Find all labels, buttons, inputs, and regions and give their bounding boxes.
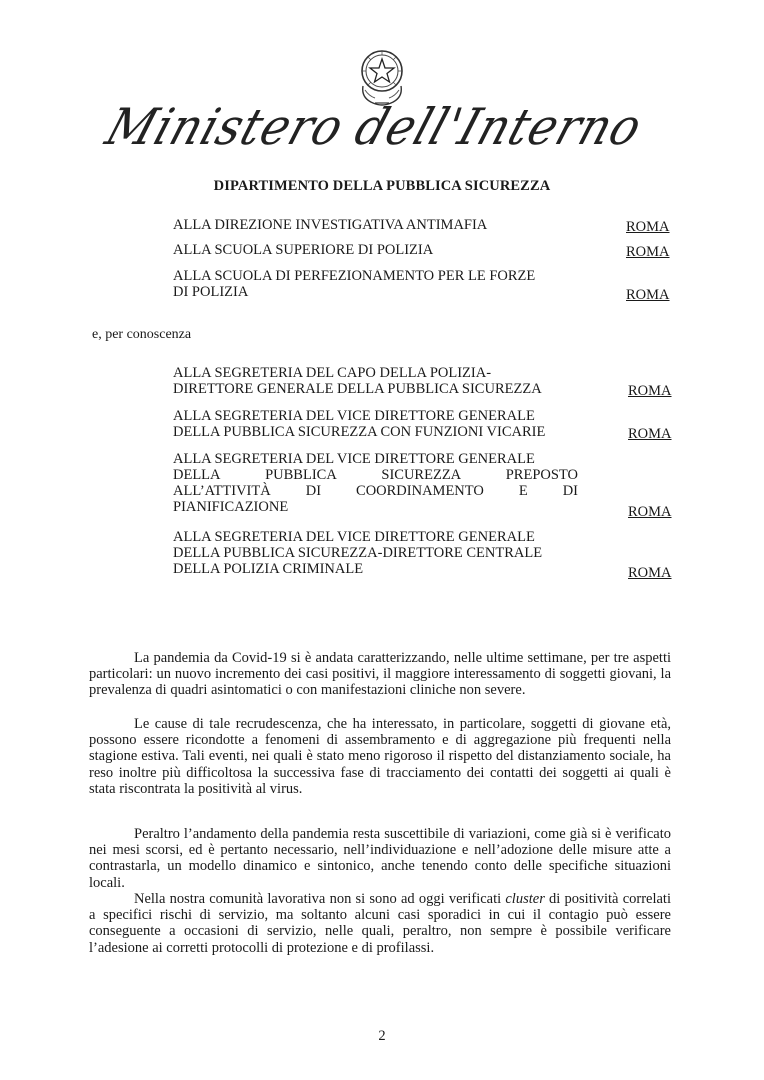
recipient-city: ROMA — [626, 219, 670, 235]
department-title: DIPARTIMENTO DELLA PUBBLICA SICUREZZA — [213, 178, 551, 194]
recipient-city: ROMA — [626, 244, 670, 260]
recipient-address: ALLA SCUOLA SUPERIORE DI POLIZIA — [173, 242, 434, 258]
recipient-address: ALLA DIREZIONE INVESTIGATIVA ANTIMAFIA — [173, 217, 488, 233]
body-paragraph: La pandemia da Covid-19 si è andata caratterizzando, nelle ultime settimane, per tre aspetti particolari: un nuovo incremento dei casi positivi, il maggiore interessamento di soggetti giovani, la prevalenza di quadri asintomatici o con manifestazioni cliniche non severe. — [89, 650, 671, 699]
page-number: 2 — [378, 1028, 386, 1044]
cc-recipient-city: ROMA — [628, 426, 672, 442]
cc-recipient-address: ALLA SEGRETERIA DEL CAPO DELLA POLIZIA- DIRETTORE GENERALE DELLA PUBBLICA SICUREZZA — [173, 365, 542, 397]
cc-recipient-address: ALLA SEGRETERIA DEL VICE DIRETTORE GENERALE DELLA PUBBLICA SICUREZZA-DIRETTORE CENTRALE DELLA POLIZIA CRIMINALE — [173, 529, 543, 577]
ministry-name: Ministero dell'Interno — [99, 98, 650, 156]
body-paragraph: Peraltro l’andamento della pandemia resta suscettibile di variazioni, come già si è verificato nei mesi scorsi, ed è pertanto necessario, nell’individuazione e nell’adozione delle misure atte a contrastarla, un modello dinamico e sintonico, anche tenendo conto delle specifiche situazioni locali. — [89, 826, 671, 891]
cc-recipient-address: ALLA SEGRETERIA DEL VICE DIRETTORE GENERALE DELLA PUBBLICA SICUREZZA PREPOSTO ALL’ATTIVITÀ DI COORDINAMENTO E DI PIANIFICAZIONE — [173, 451, 578, 515]
ministry-heading — [99, 98, 658, 178]
emphasis-term: cluster — [505, 891, 545, 907]
cc-recipient-city: ROMA — [628, 383, 672, 399]
cc-recipient-address: ALLA SEGRETERIA DEL VICE DIRETTORE GENERALE DELLA PUBBLICA SICUREZZA CON FUNZIONI VICARIE — [173, 408, 546, 440]
recipient-address: ALLA SCUOLA DI PERFEZIONAMENTO PER LE FORZE DI POLIZIA — [173, 268, 536, 300]
body-paragraph: Le cause di tale recrudescenza, che ha interessato, in particolare, soggetti di giovane età, possono essere ricondotte a fenomeni di assembramento e di aggregazione più frequenti nella stagione estiva. Tali eventi, nei quali è stato meno rigoroso il rispetto del distanziamento sociale, ha reso inoltre più difficoltosa la successiva fase di tracciamento dei contatti dei soggetti ai quali è stata riscontrata la positività al virus. — [89, 716, 671, 797]
cc-recipient-city: ROMA — [628, 565, 672, 581]
cc-recipient-city: ROMA — [628, 504, 672, 520]
recipient-city: ROMA — [626, 287, 670, 303]
cc-label: e, per conoscenza — [92, 327, 192, 342]
body-paragraph: Nella nostra comunità lavorativa non si sono ad oggi verificati cluster di positività correlati a specifici rischi di servizio, ma soltanto alcuni casi sporadici in cui il contagio può essere conseguente a occasioni di servizio, nelle quali, peraltro, non sempre è possibile verificare l’adesione ai corretti protocolli di protezione e di profilassi. — [89, 891, 671, 956]
